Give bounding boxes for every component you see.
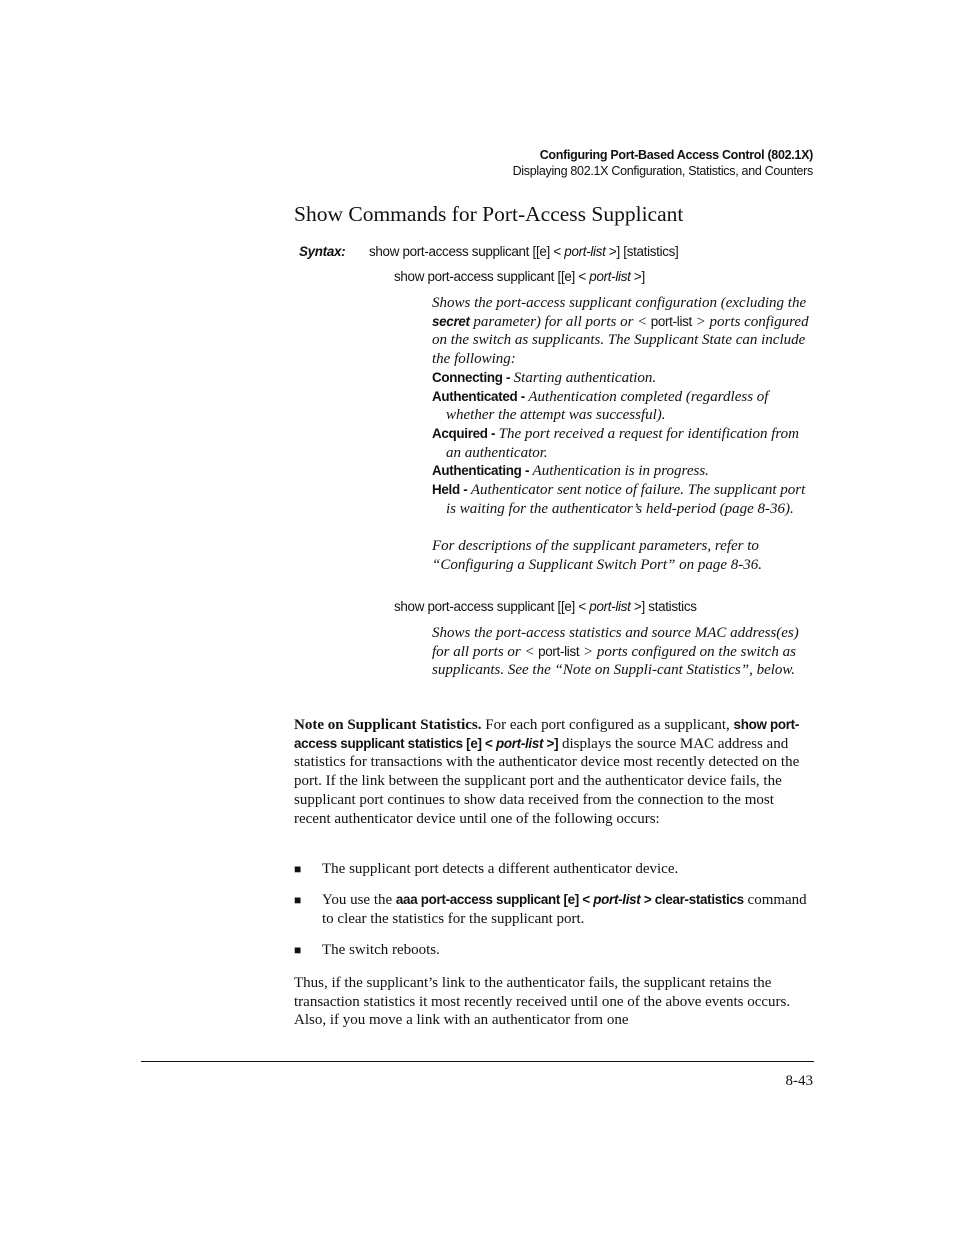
note-heading: Note on Supplicant Statistics. xyxy=(294,717,482,733)
note-command: show port-access supplicant statistics [e] < port-list >] xyxy=(294,717,799,751)
state-authenticating: Authenticating - Authentication is in progress. xyxy=(432,463,709,480)
config-description-reference: For descriptions of the supplicant parameters, refer to “Configuring a Supplicant Switch Port” on page 8-36. xyxy=(432,538,763,573)
footer-divider xyxy=(141,1061,814,1062)
bullet-square-icon: ■ xyxy=(294,862,302,876)
section-title: Displaying 802.1X Configuration, Statistics, and Counters xyxy=(512,164,813,178)
syntax-command: show port-access supplicant [[e] < port-list >] [statistics] xyxy=(369,244,679,259)
command-config: show port-access supplicant [[e] < port-list >] xyxy=(394,269,645,284)
state-held: Held - Authenticator sent notice of failure. The supplicant port is waiting for the authenticator’s held-period (page 8-36). xyxy=(432,482,806,517)
config-description-intro: Shows the port-access supplicant configuration (excluding the secret parameter) for all ports or < port-list > ports configured on the switch as supplicants. The Supplicant State can include the following: xyxy=(432,295,809,368)
syntax-label: Syntax: xyxy=(299,244,346,259)
note-paragraph: Note on Supplicant Statistics. For each port configured as a supplicant, show port-access supplicant statistics [e] < port-list >] displays the source MAC address and statistics for transactions with the authenticator device most recently detected on the port. If the link between the supplicant port and the authenticator device fails, the supplicant port continues to show data received from the connection to the most recent authenticator device until one of the following occurs: xyxy=(294,717,800,827)
state-acquired: Acquired - The port received a request for identification from an authenticator. xyxy=(432,425,800,461)
clear-statistics-command: aaa port-access supplicant [e] < port-list > clear-statistics xyxy=(395,892,744,907)
closing-paragraph: Thus, if the supplicant’s link to the authenticator fails, the supplicant retains the transaction statistics it most recently received until one of the above events occurs. Also, if you move a link with an authenticator from one xyxy=(294,975,791,1029)
page-number: 8-43 xyxy=(785,1073,813,1089)
list-item: ■ The switch reboots. xyxy=(294,942,440,958)
running-header xyxy=(513,147,813,179)
page-title: Show Commands for Port-Access Supplicant xyxy=(294,202,684,226)
state-authenticated: Authenticated - Authentication completed (regardless of whether the attempt was successful). xyxy=(432,388,769,424)
list-item: ■ You use the aaa port-access supplicant [e] < port-list > clear-statistics command to clear the statistics for the supplicant port. xyxy=(294,892,807,927)
chapter-title: Configuring Port-Based Access Control (802.1X) xyxy=(539,148,813,162)
config-description xyxy=(432,294,817,575)
statistics-description: Shows the port-access statistics and source MAC address(es) for all ports or < port-list > ports configured on the switch as supplicants. See the “Note on Suppli-cant Statistics”, below. xyxy=(432,625,799,679)
state-connecting: Connecting - Starting authentication. xyxy=(432,369,657,386)
bullet-square-icon: ■ xyxy=(294,943,302,957)
bullet-square-icon: ■ xyxy=(294,893,302,907)
list-item: ■ The supplicant port detects a different authenticator device. xyxy=(294,861,679,877)
command-statistics: show port-access supplicant [[e] < port-list >] statistics xyxy=(394,599,697,614)
